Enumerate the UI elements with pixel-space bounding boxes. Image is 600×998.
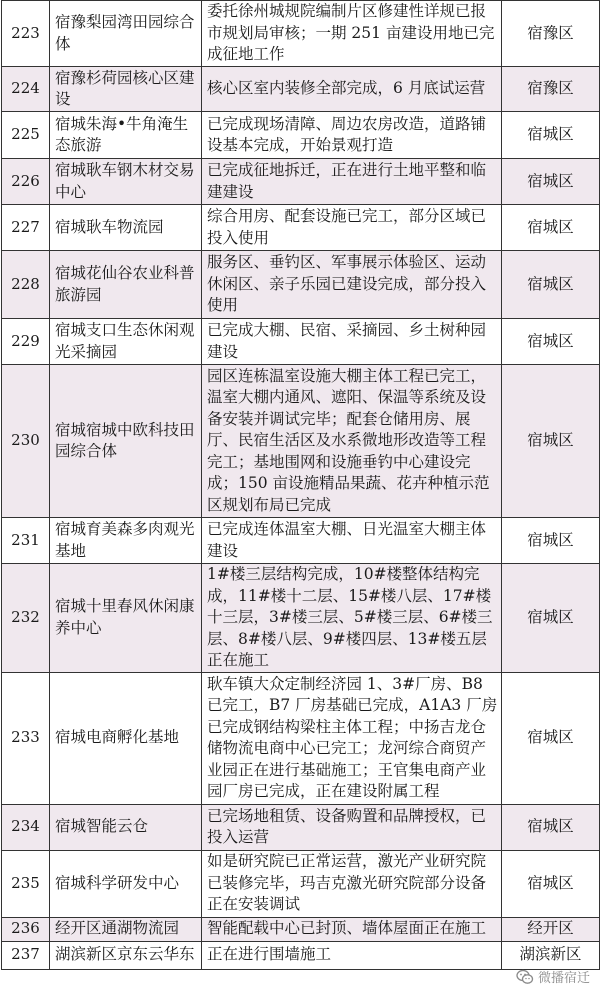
- table-row: [2, 67, 600, 112]
- project-area: 宿城区: [502, 205, 600, 251]
- project-status: 耿车镇大众定制经济园 1、3#厂房、B8 已完工，B7 厂房基础已完成，A1A3 厂房已完成钢结构梁柱主体工程；中扬吉龙仓储物流电商中心已完工；龙河综合商贸产业园正在进行基础施工；王官集电商产业园厂房已完成，正在建设附属工程: [202, 672, 502, 804]
- project-area: 宿城区: [502, 159, 600, 205]
- project-area: 宿豫区: [502, 1, 600, 67]
- row-number: 224: [2, 67, 50, 112]
- row-number: 231: [2, 518, 50, 564]
- row-number: 232: [2, 564, 50, 673]
- project-status: 委托徐州城规院编制片区修建性详规已报市规划局审核；一期 251 亩建设用地已完成征地工作: [202, 1, 502, 67]
- project-name: 经开区通湖物流园: [50, 917, 202, 941]
- project-area: 宿豫区: [502, 67, 600, 112]
- project-name: 宿城花仙谷农业科普旅游园: [50, 251, 202, 319]
- project-name: 宿豫梨园湾田园综合体: [50, 1, 202, 67]
- project-area: 宿城区: [502, 850, 600, 917]
- project-status: 综合用房、配套设施已完工，部分区域已投入使用: [202, 205, 502, 251]
- row-number: 233: [2, 672, 50, 804]
- project-area: 宿城区: [502, 518, 600, 564]
- project-name: 宿城耿车物流园: [50, 205, 202, 251]
- project-area: 宿城区: [502, 672, 600, 804]
- table-row: [2, 205, 600, 251]
- project-area: 湖滨新区: [502, 941, 600, 969]
- table-row: [2, 941, 600, 969]
- row-number: 226: [2, 159, 50, 205]
- project-status: 已完成征地拆迁，正在进行土地平整和临建建设: [202, 159, 502, 205]
- project-name: 宿城育美森多肉观光基地: [50, 518, 202, 564]
- table-row: [2, 850, 600, 917]
- project-status: 服务区、垂钓区、军事展示体验区、运动休闲区、亲子乐园已建设完成，部分投入使用: [202, 251, 502, 319]
- table-row: [2, 564, 600, 673]
- project-name: 湖滨新区京东云华东: [50, 941, 202, 969]
- project-table: [1, 0, 600, 970]
- row-number: 223: [2, 1, 50, 67]
- table-row: [2, 159, 600, 205]
- row-number: 227: [2, 205, 50, 251]
- project-name: 宿豫杉荷园核心区建设: [50, 67, 202, 112]
- project-status: 核心区室内装修全部完成，6 月底试运营: [202, 67, 502, 112]
- watermark-text: 微播宿迁: [537, 971, 590, 986]
- project-area: 经开区: [502, 917, 600, 941]
- project-status: 已完成连体温室大棚、日光温室大棚主体建设: [202, 518, 502, 564]
- project-name: 宿城支口生态休闲观光采摘园: [50, 319, 202, 365]
- project-area: 宿城区: [502, 365, 600, 518]
- project-status: 1#楼三层结构完成，10#楼整体结构完成，11#楼十二层、15#楼八层、17#楼十三层，3#楼三层、5#楼三层、6#楼三层、8#楼八层、9#楼四层、13#楼五层正在施工: [202, 564, 502, 673]
- table-row: [2, 365, 600, 518]
- table-row: [2, 672, 600, 804]
- project-name: 宿城耿车钢木材交易中心: [50, 159, 202, 205]
- project-status: 已完成现场清障、周边农房改造，道路铺设基本完成，开始景观打造: [202, 112, 502, 159]
- project-area: 宿城区: [502, 804, 600, 850]
- wechat-icon: [516, 969, 534, 985]
- project-area: 宿城区: [502, 319, 600, 365]
- row-number: 225: [2, 112, 50, 159]
- table-row: [2, 518, 600, 564]
- project-status: 已完场地租赁、设备购置和品牌授权，已投入运营: [202, 804, 502, 850]
- watermark: [516, 967, 590, 986]
- table-row: [2, 319, 600, 365]
- row-number: 228: [2, 251, 50, 319]
- project-status: 园区连栋温室设施大棚主体工程已完工，温室大棚内通风、遮阳、保温等系统及设备安装并调试完毕；配套仓储用房、展厅、民宿生活区及水系微地形改造等工程完工；基地围网和设施垂钓中心建设完成；150 亩设施精品果蔬、花卉种植示范区规划布局已完成: [202, 365, 502, 518]
- project-area: 宿城区: [502, 112, 600, 159]
- row-number: 237: [2, 941, 50, 969]
- table-row: [2, 251, 600, 319]
- project-name: 宿城电商孵化基地: [50, 672, 202, 804]
- project-status: 已完成大棚、民宿、采摘园、乡土树种园建设: [202, 319, 502, 365]
- row-number: 236: [2, 917, 50, 941]
- project-name: 宿城科学研发中心: [50, 850, 202, 917]
- project-status: 智能配载中心已封顶、墙体屋面正在施工: [202, 917, 502, 941]
- project-name: 宿城宿城中欧科技田园综合体: [50, 365, 202, 518]
- project-area: 宿城区: [502, 564, 600, 673]
- row-number: 229: [2, 319, 50, 365]
- project-status: 正在进行围墙施工: [202, 941, 502, 969]
- table-row: [2, 917, 600, 941]
- project-name: 宿城智能云仓: [50, 804, 202, 850]
- row-number: 234: [2, 804, 50, 850]
- project-area: 宿城区: [502, 251, 600, 319]
- table-row: [2, 1, 600, 67]
- project-status: 如是研究院已正常运营，激光产业研究院已装修完毕，玛吉克激光研究院部分设备正在安装调试: [202, 850, 502, 917]
- table-row: [2, 804, 600, 850]
- row-number: 235: [2, 850, 50, 917]
- project-name: 宿城朱海•牛角淹生态旅游: [50, 112, 202, 159]
- table-row: [2, 112, 600, 159]
- row-number: 230: [2, 365, 50, 518]
- project-name: 宿城十里春风休闲康养中心: [50, 564, 202, 673]
